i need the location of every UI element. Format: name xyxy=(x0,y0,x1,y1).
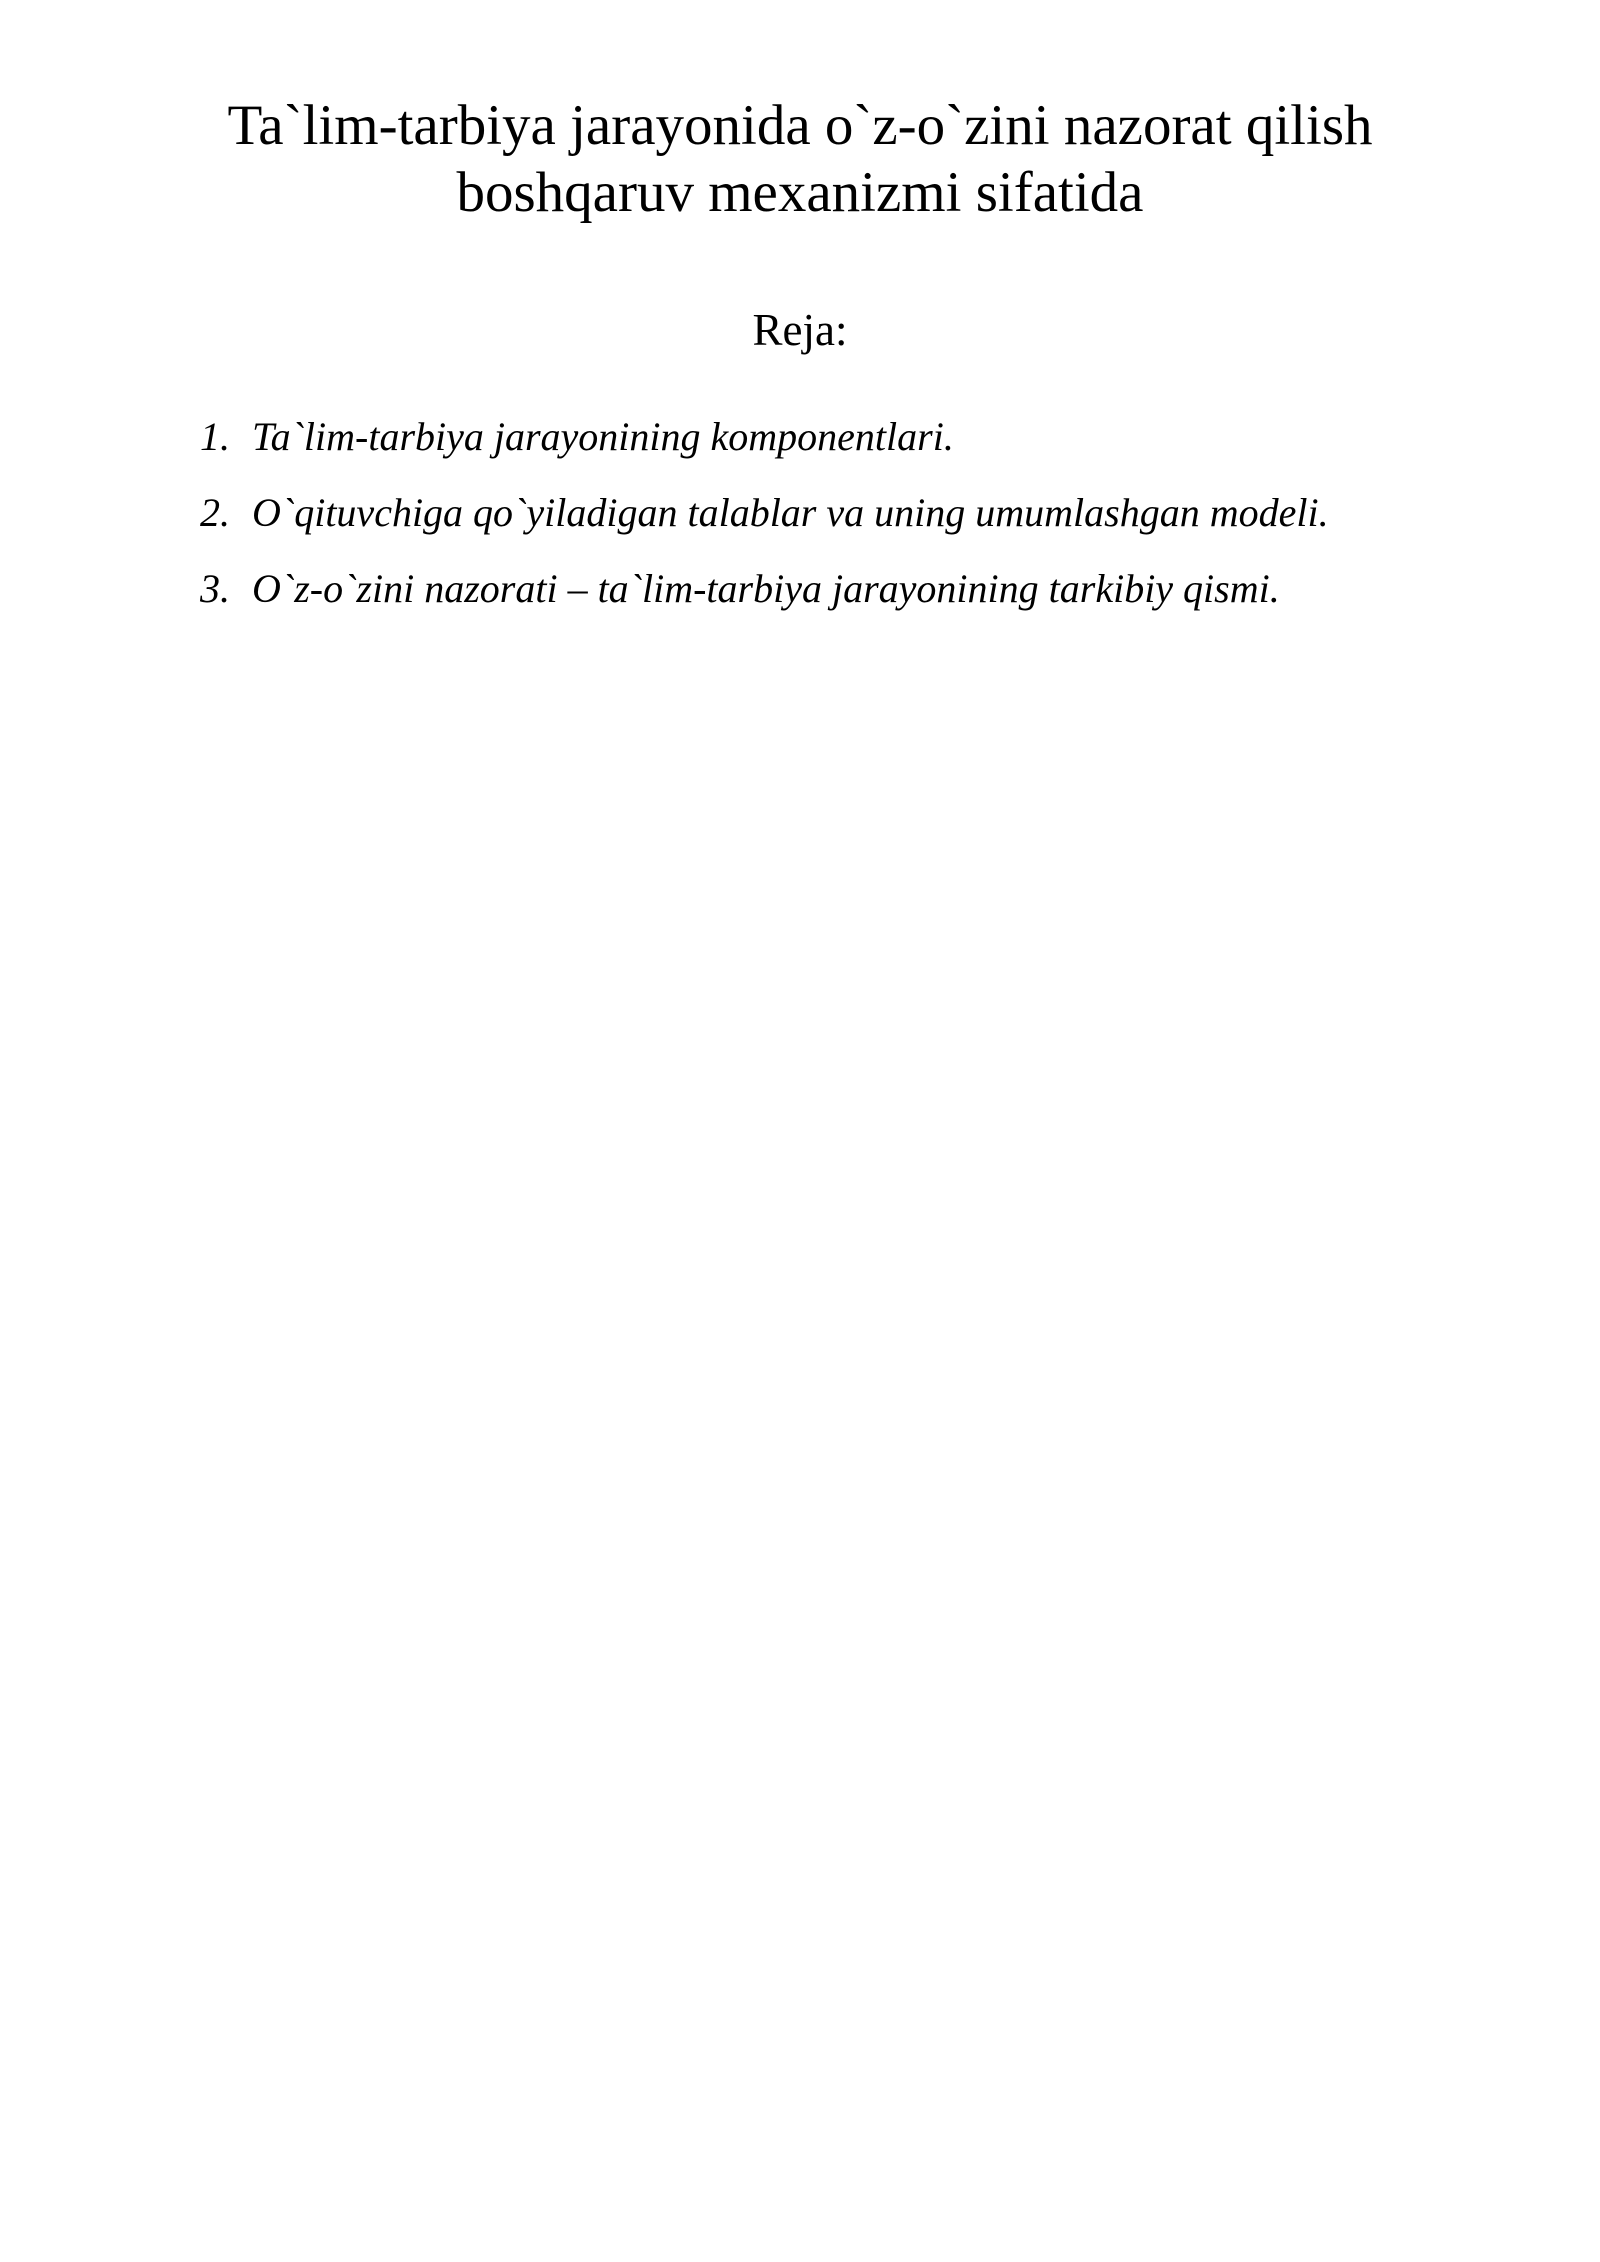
plan-item-number: 3. xyxy=(200,566,230,611)
plan-item-1 xyxy=(200,412,1500,462)
plan-item-number: 1. xyxy=(200,414,230,459)
title-line-2: boshqaruv mexanizmi sifatida xyxy=(456,161,1144,224)
plan-item-number: 2. xyxy=(200,490,230,535)
plan-item-text: O`z-o`zini nazorati – ta`lim-tarbiya jarayonining tarkibiy qismi. xyxy=(252,566,1280,611)
plan-item-3 xyxy=(200,564,1500,614)
plan-item-2 xyxy=(200,488,1500,538)
plan-list xyxy=(200,412,1500,640)
plan-item-text: Ta`lim-tarbiya jarayonining komponentlari. xyxy=(252,414,954,459)
document-title xyxy=(100,92,1500,226)
plan-heading: Reja: xyxy=(752,305,848,355)
title-line-1: Ta`lim-tarbiya jarayonida o`z-o`zini nazorat qilish xyxy=(227,94,1373,157)
plan-item-text: O`qituvchiga qo`yiladigan talablar va uning umumlashgan modeli. xyxy=(252,490,1329,535)
